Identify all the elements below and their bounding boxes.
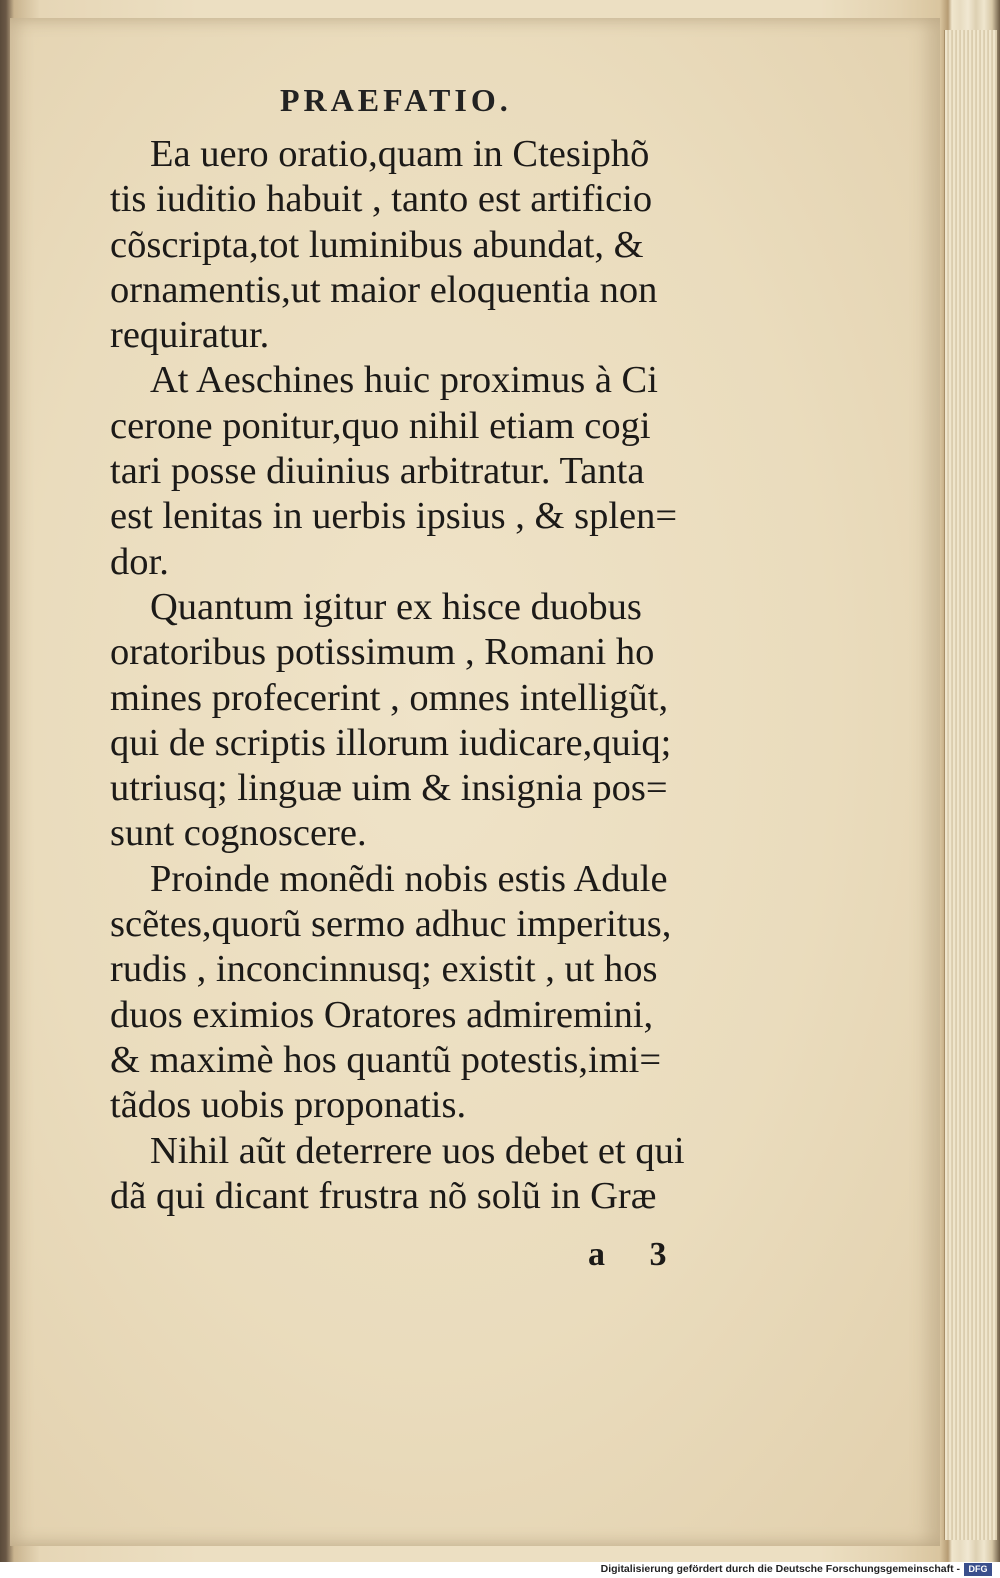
text-line: qui de scriptis illorum iudicare,quiq; [110,721,672,764]
text-line: dor. [110,540,169,583]
page-edges [944,30,997,1540]
text-line: duos eximios Oratores admiremini, [110,993,654,1036]
text-line: mines profecerint , omnes intelligũt, [110,676,669,719]
text-line: Ea uero oratio,quam in Ctesiphõ [150,133,650,175]
text-line: sunt cognoscere. [110,812,367,855]
text-line: utriusq; linguæ uim & insignia pos= [110,767,668,810]
text-line: Nihil aũt deterrere uos debet et qui [150,1129,685,1172]
text-line: tãdos uobis proponatis. [110,1084,467,1127]
paragraph-5 [110,1129,750,1220]
footer-credit: Digitalisierung gefördert durch die Deutsche Forschungsgemeinschaft - [600,1563,960,1575]
text-line: rudis , inconcinnusq; existit , ut hos [110,948,658,991]
text-line: Quantum igitur ex hisce duobus [150,585,642,628]
text-line: scẽtes,quorũ sermo adhuc imperitus, [110,903,672,946]
text-line: ornamentis,ut maior eloquentia non [110,268,658,311]
text-line: tari posse diuinius arbitratur. Tanta [110,450,645,493]
main-text [110,132,750,1219]
text-line: est lenitas in uerbis ipsius , & splen= [110,495,678,538]
text-line: dã qui dicant frustra nõ solũ in Græ [110,1174,657,1217]
paragraph-2 [110,358,750,584]
text-line: oratoribus potissimum , Romani ho [110,631,655,674]
paragraph-1 [110,132,750,358]
text-line: Proinde monẽdi nobis estis Adule [150,857,668,900]
signature-mark: a 3 [588,1236,685,1273]
paragraph-4 [110,857,750,1129]
paragraph-3 [110,585,750,857]
text-line: tis iuditio habuit , tanto est artificio [110,178,653,221]
text-line: At Aeschines huic proximus à Ci [150,359,658,402]
text-line: cerone ponitur,quo nihil etiam cogi [110,404,651,447]
running-head: PRAEFATIO. [280,82,512,118]
dfg-logo-icon: DFG [964,1563,992,1576]
text-line: cõscripta,tot luminibus abundat, & [110,223,644,266]
text-line: requiratur. [110,314,270,357]
text-line: & maximè hos quantũ potestis,imi= [110,1038,662,1081]
